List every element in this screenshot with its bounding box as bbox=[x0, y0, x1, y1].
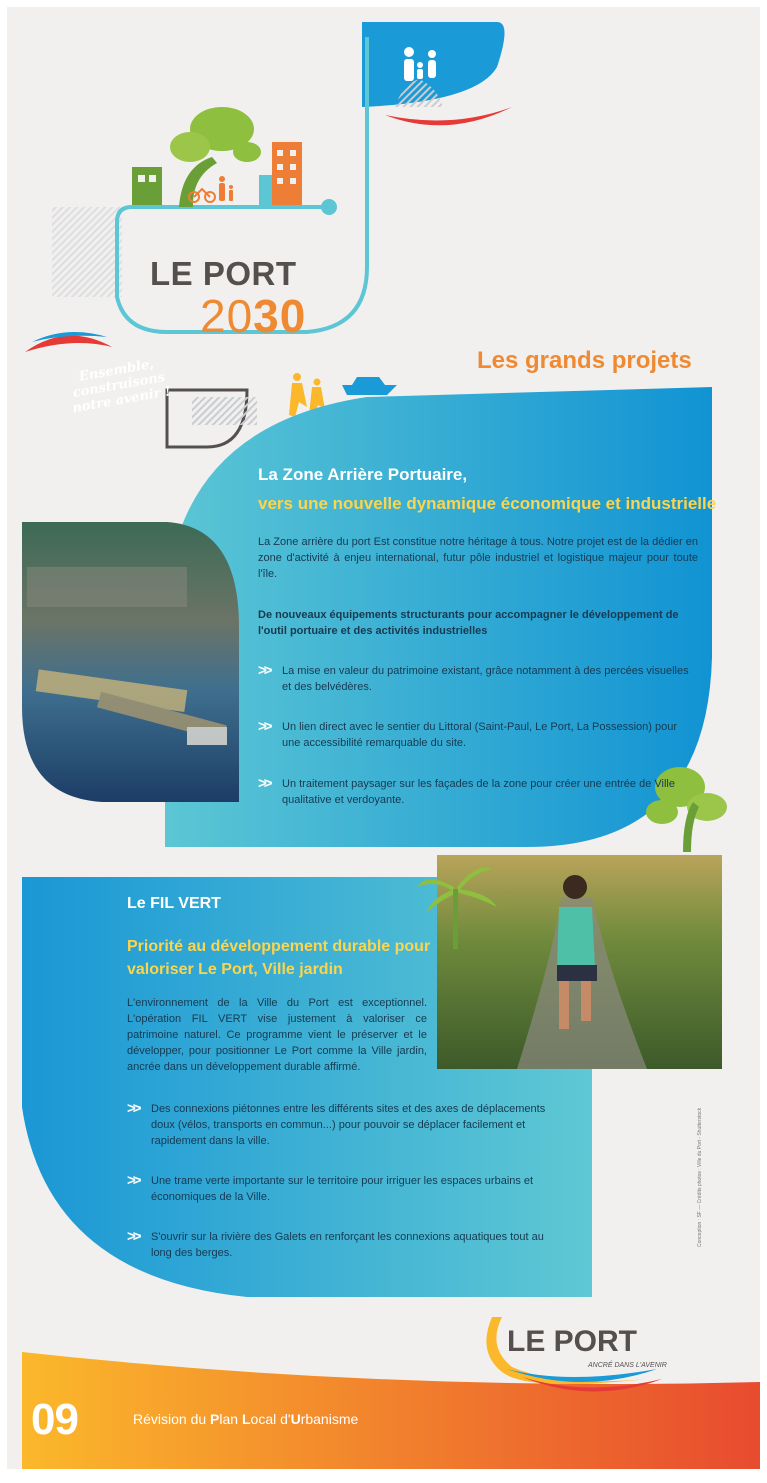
caption-part: ocal d' bbox=[250, 1411, 291, 1427]
logo-year-part-b: 30 bbox=[253, 290, 307, 342]
brand-logo-tagline: ANCRÉ DANS L'AVENIR bbox=[588, 1362, 667, 1369]
filvert-bullet bbox=[127, 1173, 567, 1205]
zone-bullet-text: Un lien direct avec le sentier du Littoral (Saint-Paul, Le Port, La Possession) pour une accessibilité remarquable du site. bbox=[282, 721, 677, 749]
filvert-bullet-text: Des connexions piétonnes entre les différents sites et des axes de déplacements doux (vélos, transports en commun...) pour pouvoir se déplacer facilement et rapidement dans la ville. bbox=[151, 1103, 546, 1147]
poster bbox=[7, 7, 760, 1469]
zone-subtitle: vers une nouvelle dynamique économique et industrielle bbox=[258, 494, 717, 513]
section-title: Les grands projets bbox=[477, 347, 692, 374]
caption-part: L bbox=[241, 1411, 251, 1427]
zone-bullet bbox=[258, 776, 698, 808]
footer-caption bbox=[133, 1411, 358, 1427]
filvert-bullet bbox=[127, 1101, 567, 1149]
logo-title: LE PORT bbox=[150, 255, 297, 292]
chevron-right-icon: >> bbox=[127, 1172, 139, 1189]
caption-part: Révision du bbox=[133, 1411, 211, 1427]
chevron-right-icon: >> bbox=[258, 775, 270, 792]
filvert-bullet bbox=[127, 1229, 567, 1261]
chevron-right-icon: >> bbox=[258, 718, 270, 735]
brand-logo-name: LE PORT bbox=[507, 1325, 638, 1358]
zone-title: La Zone Arrière Portuaire, bbox=[258, 465, 468, 484]
filvert-title: Le FIL VERT bbox=[127, 895, 221, 912]
zone-lead: De nouveaux équipements structurants pour accompagner le développement de l'outil portuaire et des activités industrielles bbox=[258, 609, 679, 637]
filvert-bullet-text: S'ouvrir sur la rivière des Galets en renforçant les connexions aquatiques tout au long des berges. bbox=[151, 1231, 544, 1259]
zone-bullet-text: La mise en valeur du patrimoine existant, grâce notamment à des percées visuelles et des belvédères. bbox=[282, 665, 689, 693]
zone-bullet-text: Un traitement paysager sur les façades de la zone pour créer une entrée de Ville qualitative et verdoyante. bbox=[282, 778, 675, 806]
filvert-subtitle: Priorité au développement durable pour valoriser Le Port, Ville jardin bbox=[127, 938, 431, 978]
zone-bullet bbox=[258, 719, 698, 751]
logo-year-part-a: 20 bbox=[200, 290, 254, 342]
caption-part: lan bbox=[219, 1411, 242, 1427]
chevron-right-icon: >> bbox=[258, 662, 270, 679]
slogan-badge: Ensemble, construisons notre avenir ! bbox=[71, 356, 172, 417]
caption-part: P bbox=[210, 1411, 220, 1427]
caption-part: rbanisme bbox=[300, 1411, 359, 1427]
filvert-bullet-text: Une trame verte importante sur le territoire pour irriguer les espaces urbains et économiques de la Ville. bbox=[151, 1175, 534, 1203]
chevron-right-icon: >> bbox=[127, 1228, 139, 1245]
photo-credit: Conception : SF — Crédits photos : Ville du Port - Shutterstock bbox=[697, 1107, 703, 1247]
caption-part: U bbox=[290, 1411, 301, 1427]
page-number: 09 bbox=[31, 1395, 78, 1444]
zone-bullet bbox=[258, 663, 698, 695]
chevron-right-icon: >> bbox=[127, 1100, 139, 1117]
filvert-intro: L'environnement de la Ville du Port est exceptionnel. L'opération FIL VERT vise justement à valoriser ce patrimoine naturel. Ce programme vient le préserver et le développer, pour positionner Le Port comme la Ville jardin, ancrée dans un développement durable affirmé. bbox=[127, 997, 427, 1073]
zone-intro: La Zone arrière du port Est constitue notre héritage à tous. Notre projet est de la dédier en zone d'activité à enjeu international, futur pôle industriel et logistique majeur pour toute l'île. bbox=[258, 536, 698, 580]
logo-year bbox=[200, 289, 306, 343]
